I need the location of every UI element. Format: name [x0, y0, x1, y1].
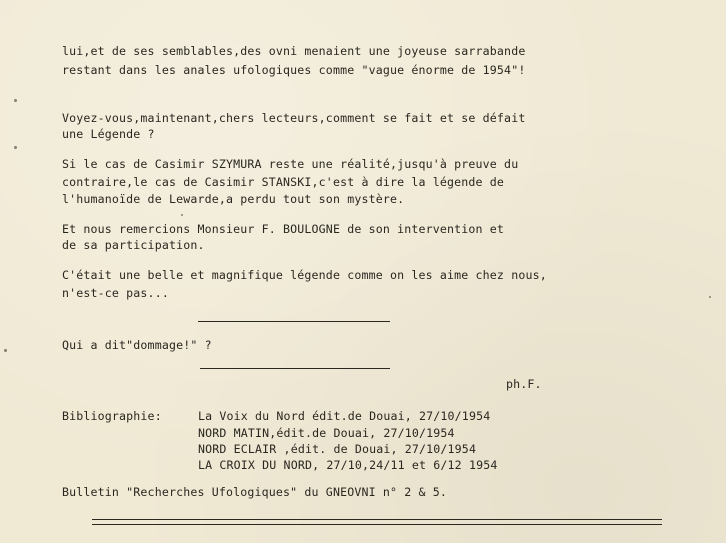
bibliography-entry: LA CROIX DU NORD, 27/10,24/11 et 6/12 1954 [198, 458, 498, 472]
paragraph-5-line-2: n'est-ce pas... [62, 286, 169, 300]
paragraph-2-line-1: Voyez-vous,maintenant,chers lecteurs,comment se fait et se défait [62, 111, 526, 125]
paper-speck [709, 296, 711, 298]
bulletin-reference: Bulletin "Recherches Ufologiques" du GNEOVNI n° 2 & 5. [62, 485, 448, 499]
paragraph-1-line-2: restant dans les anales ufologiques comme "vague énorme de 1954"! [62, 63, 526, 77]
paragraph-4-line-1: Et nous remercions Monsieur F. BOULOGNE de son intervention et [62, 222, 505, 236]
paper-speck [14, 146, 17, 149]
bibliography-label: Bibliographie: [62, 409, 162, 423]
bibliography-entry: NORD ECLAIR ,édit. de Douai, 27/10/1954 [198, 442, 477, 456]
paragraph-4-line-2: de sa participation. [62, 238, 205, 252]
closing-question: Qui a dit"dommage!" ? [62, 338, 212, 352]
paper-speck [14, 99, 17, 102]
separator-rule-upper [198, 321, 390, 322]
paragraph-5-line-1: C'était une belle et magnifique légende comme on les aime chez nous, [62, 268, 547, 282]
paper-speck [181, 214, 183, 216]
author-signature: ph.F. [506, 377, 542, 391]
paragraph-1-line-1: lui,et de ses semblables,des ovni menaient une joyeuse sarrabande [62, 44, 526, 58]
paragraph-3-line-1: Si le cas de Casimir SZYMURA reste une réalité,jusqu'à preuve du [62, 157, 519, 171]
paragraph-3-line-3: l'humanoïde de Lewarde,a perdu tout son mystère. [62, 192, 405, 206]
paragraph-3-line-2: contraire,le cas de Casimir STANSKI,c'est à dire la légende de [62, 175, 505, 189]
bottom-rule-bottom [92, 524, 662, 525]
separator-rule-lower [200, 368, 390, 369]
bottom-rule-top [92, 519, 662, 520]
bibliography-entry: NORD MATIN,édit.de Douai, 27/10/1954 [198, 426, 455, 440]
paragraph-2-line-2: une Légende ? [62, 127, 155, 141]
bibliography-entry: La Voix du Nord édit.de Douai, 27/10/1954 [198, 409, 491, 423]
paper-speck [4, 349, 7, 352]
